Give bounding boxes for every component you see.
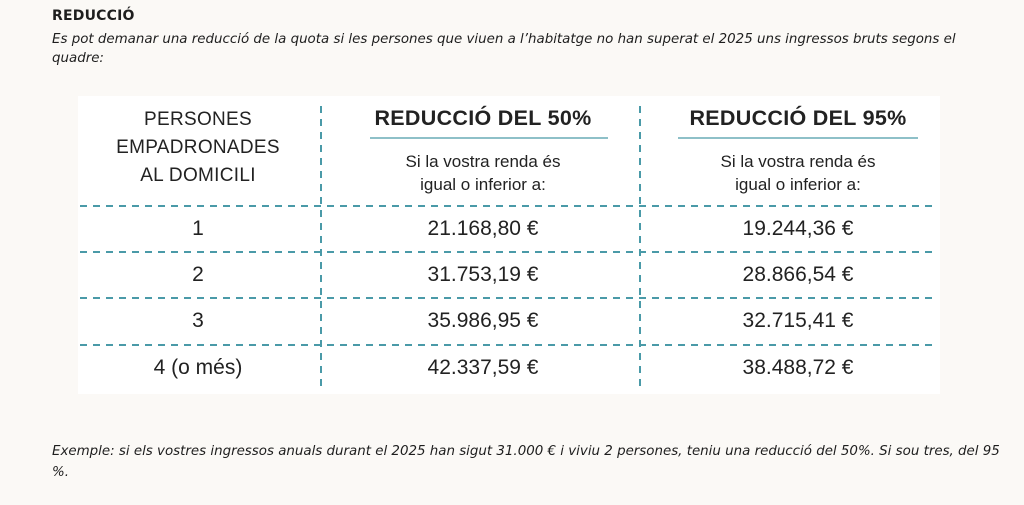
header-reduction-95: REDUCCIÓ DEL 95% (689, 106, 907, 130)
header-reduction-50: REDUCCIÓ DEL 50% (374, 106, 592, 130)
subheader-reduction-95 (643, 150, 953, 196)
example-note: Exemple: si els vostres ingressos anuals durant el 2025 han sigut 31.000 € i viviu 2 persones, teniu una reducció del 50%. Si sou tres, del 95 %. (52, 444, 1000, 480)
subheader-95-line-1: Si la vostra renda és (720, 152, 876, 171)
row-3-persons: 3 (192, 309, 204, 332)
header-persons (78, 106, 318, 190)
row-1-reduction-95: 19.244,36 € (742, 217, 854, 240)
intro-text: Es pot demanar una reducció de la quota si les persones que viuen a l’habitatge no han superat el 2025 uns ingressos bruts segons el quadre: (52, 32, 956, 66)
header-persons-line-3: AL DOMICILI (140, 165, 256, 186)
row-1-reduction-50: 21.168,80 € (427, 217, 539, 240)
row-4-persons: 4 (o més) (153, 356, 243, 379)
header-persons-line-1: PERSONES (144, 109, 252, 130)
subheader-50-line-1: Si la vostra renda és (405, 152, 561, 171)
subheader-reduction-50 (328, 150, 638, 196)
income-threshold-table (78, 96, 940, 394)
row-1-persons: 1 (192, 217, 204, 240)
row-4-reduction-50: 42.337,59 € (427, 356, 539, 379)
section-heading: REDUCCIÓ (52, 8, 135, 24)
row-4-reduction-95: 38.488,72 € (742, 356, 854, 379)
row-2-reduction-50: 31.753,19 € (427, 263, 539, 286)
row-3-reduction-95: 32.715,41 € (742, 309, 854, 332)
row-2-reduction-95: 28.866,54 € (742, 263, 854, 286)
subheader-50-line-2: igual o inferior a: (420, 175, 546, 194)
subheader-95-line-2: igual o inferior a: (735, 175, 861, 194)
header-persons-line-2: EMPADRONADES (116, 137, 280, 158)
row-3-reduction-50: 35.986,95 € (427, 309, 539, 332)
row-2-persons: 2 (192, 263, 204, 286)
